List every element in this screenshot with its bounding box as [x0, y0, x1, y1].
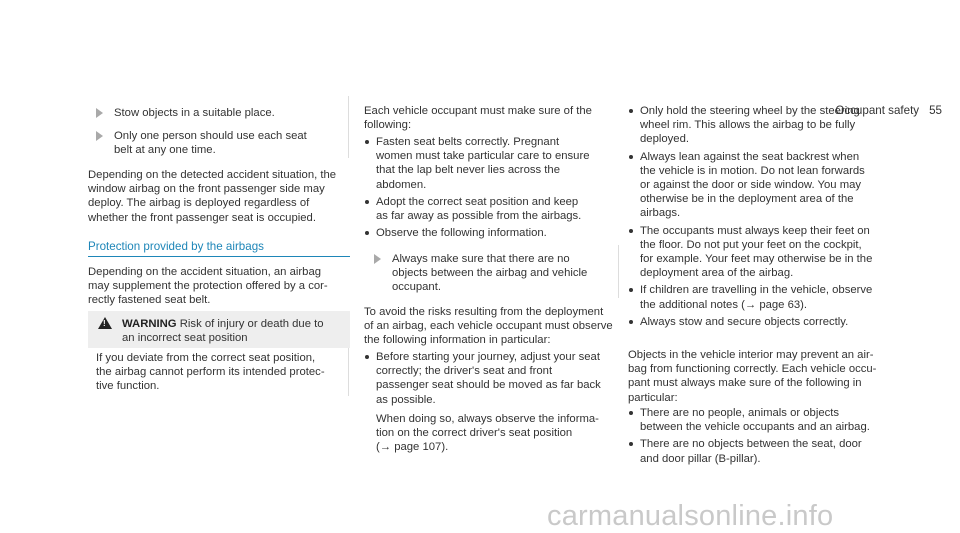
action-arrow-icon — [96, 131, 103, 141]
action-step — [96, 129, 348, 157]
paragraph — [88, 168, 350, 225]
paragraph — [628, 348, 928, 405]
text-line: the additional notes (→ page 63). — [640, 298, 808, 311]
text-line: bag from functioning correctly. Each vehicle occu- — [628, 363, 877, 376]
action-line: Always make sure that there are no — [392, 253, 570, 265]
text-line: deployment area of the airbag. — [640, 267, 794, 280]
action-step — [96, 106, 348, 120]
warning-triangle-icon: ! — [98, 317, 112, 329]
list-item — [628, 315, 928, 329]
text-line: Adopt the correct seat position and keep — [376, 195, 579, 208]
text-line: airbags. — [640, 207, 681, 220]
text-line: To avoid the risks resulting from the deployment — [364, 306, 604, 318]
text-line: When doing so, always observe the informa- — [376, 412, 599, 425]
paragraph — [88, 265, 350, 308]
text-line: of an airbag, each vehicle occupant must observe — [364, 320, 613, 333]
text-line: Always stow and secure objects correctly. — [640, 315, 849, 328]
text-line: women must take particular care to ensure — [376, 150, 590, 163]
list-item — [628, 224, 928, 281]
bullet-list — [364, 135, 626, 243]
text-line: Depending on the accident situation, an airbag — [88, 266, 322, 278]
text-line: between the vehicle occupants and an airbag. — [640, 421, 870, 434]
text-line: may supplement the protection offered by a cor- — [88, 280, 328, 293]
text-line: Always lean against the seat backrest when — [640, 150, 860, 163]
list-item — [628, 150, 928, 221]
text-line: as possible. — [376, 393, 436, 406]
text-line: wheel rim. This allows the airbag to be fully — [640, 119, 856, 132]
text-line: particular: — [628, 391, 678, 404]
text-line: Objects in the vehicle interior may prevent an air- — [628, 349, 874, 361]
text-line: and door pillar (B-pillar). — [640, 452, 761, 465]
list-item — [628, 437, 928, 465]
text-line: otherwise be in the deployment area of the — [640, 193, 854, 206]
text-line: following: — [364, 119, 412, 132]
action-line: objects between the airbag and vehicle — [392, 267, 588, 280]
warning-title: WARNING — [122, 318, 177, 330]
text-line: Observe the following information. — [376, 227, 547, 240]
instruction-box — [364, 245, 619, 298]
warning-body — [88, 348, 349, 396]
text-line: passenger seat should be moved as far back — [376, 379, 601, 392]
list-item — [364, 226, 626, 240]
text-line: If children are travelling in the vehicle, observe — [640, 284, 873, 297]
list-item — [364, 350, 626, 454]
action-line: belt at any one time. — [114, 144, 216, 157]
action-step — [374, 252, 618, 295]
warning-risk-line: Risk of injury or death due to — [179, 318, 324, 330]
action-line: occupant. — [392, 281, 441, 294]
text-line: the floor. Do not put your feet on the cockpit, — [640, 238, 862, 251]
text-line: that the lap belt never lies across the — [376, 164, 560, 177]
text-line: for example. Your feet may otherwise be in the — [640, 253, 873, 266]
warning-header — [88, 311, 350, 348]
action-arrow-icon — [96, 108, 103, 118]
bullet-list — [364, 350, 626, 457]
text-line: the vehicle is in motion. Do not lean forwards — [640, 164, 865, 177]
text-line: The occupants must always keep their feet on — [640, 224, 870, 237]
text-line: abdomen. — [376, 178, 427, 191]
list-item — [628, 104, 928, 147]
list-item — [364, 135, 626, 192]
text-line: window airbag on the front passenger side may — [88, 183, 325, 196]
bullet-list — [628, 104, 928, 332]
paragraph — [364, 104, 620, 132]
text-line: There are no people, animals or objects — [640, 407, 840, 419]
action-arrow-icon — [374, 254, 381, 264]
list-item — [628, 406, 928, 434]
warning-risk-line: an incorrect seat position — [122, 332, 248, 345]
text-line: Fasten seat belts correctly. Pregnant — [376, 136, 560, 148]
page-reference-link[interactable]: (→ page 107). — [376, 441, 449, 454]
text-line: correctly; the driver's seat and front — [376, 365, 553, 378]
list-item — [364, 195, 626, 223]
text-line: as far away as possible from the airbags. — [376, 210, 582, 223]
text-line: deployed. — [640, 133, 689, 146]
text-line: pant must always make sure of the following in — [628, 377, 862, 390]
text-line: There are no objects between the seat, door — [640, 438, 862, 451]
text-line: If you deviate from the correct seat position, — [96, 352, 316, 364]
watermark: carmanualsonline.info — [547, 500, 834, 532]
instruction-box — [88, 96, 349, 158]
text-line: deploy. The airbag is deployed regardless of — [88, 197, 310, 210]
text-line: the following information in particular: — [364, 334, 551, 347]
text-line: Depending on the detected accident situation, the — [88, 169, 337, 181]
section-title: Occupant safety — [835, 104, 920, 117]
text-line: the airbag cannot perform its intended protec- — [96, 366, 325, 379]
text-line: or against the door or side window. You may — [640, 179, 862, 192]
text-line: rectly fastened seat belt. — [88, 294, 211, 307]
action-line: Only one person should use each seat — [114, 130, 307, 143]
paragraph — [364, 305, 626, 348]
text-line: whether the front passenger seat is occupied. — [88, 211, 316, 224]
bullet-list — [628, 406, 928, 469]
text-line: tion on the correct driver's seat position — [376, 427, 573, 440]
list-item — [628, 283, 928, 311]
text-line: Each vehicle occupant must make sure of the — [364, 105, 592, 117]
text-line: Before starting your journey, adjust your seat — [376, 351, 600, 363]
text-line: tive function. — [96, 380, 160, 393]
action-line: Stow objects in a suitable place. — [114, 107, 275, 119]
text-line: Only hold the steering wheel by the steering — [640, 105, 860, 117]
section-heading: Protection provided by the airbags — [88, 240, 350, 257]
page-number: 55 — [929, 104, 942, 117]
